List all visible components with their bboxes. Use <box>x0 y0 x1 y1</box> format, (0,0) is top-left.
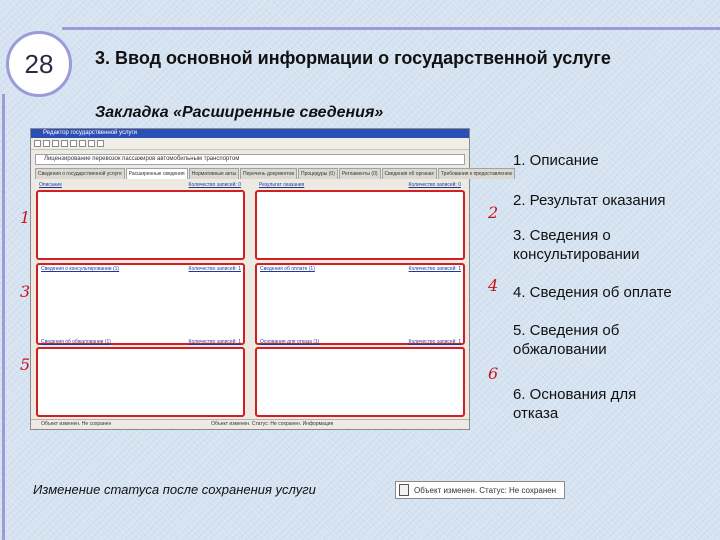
tab-legal-acts[interactable]: Нормативные акты <box>189 168 239 179</box>
status-box <box>395 481 565 499</box>
toolbar-print-icon[interactable] <box>43 140 50 147</box>
frame-line-left <box>2 94 5 540</box>
frame-line-top <box>62 27 720 30</box>
callout-3: 3 <box>20 282 31 301</box>
panel-4-count: Количество записей: 1 <box>408 266 461 272</box>
panel-appeal[interactable] <box>36 347 245 417</box>
toolbar-save-icon[interactable] <box>34 140 41 147</box>
panel-4-header[interactable]: Сведения об оплате (1) <box>260 266 315 272</box>
callout-2: 2 <box>488 203 499 222</box>
legend-item-2: 2. Результат оказания <box>513 192 666 209</box>
panel-2-header[interactable]: Результат оказания <box>259 182 305 188</box>
tab-extended-info[interactable]: Расширенные сведения <box>126 168 188 179</box>
toolbar-check-icon[interactable] <box>97 140 104 147</box>
legend-item-3: 3. Сведения о консультировании <box>513 227 640 263</box>
tab-regulations[interactable]: Регламенты (0) <box>339 168 381 179</box>
document-icon <box>399 484 409 496</box>
legend-item-4: 4. Сведения об оплате <box>513 284 672 301</box>
slide-title: 3. Ввод основной информации о государственной услуге <box>95 48 611 68</box>
app-window <box>30 128 513 430</box>
bottom-caption: Изменение статуса после сохранения услуги <box>33 482 316 497</box>
panel-3-header[interactable]: Сведения о консультировании (1) <box>41 266 120 272</box>
app-toolbar <box>31 138 469 150</box>
toolbar-undo-icon[interactable] <box>79 140 86 147</box>
app-statusbar <box>31 419 469 429</box>
slide-number: 28 <box>6 31 72 97</box>
panel-5-count: Количество записей: 1 <box>188 339 241 345</box>
toolbar-copy-icon[interactable] <box>61 140 68 147</box>
tab-procedures[interactable]: Процедуры (0) <box>298 168 338 179</box>
legend-item-5: 5. Сведения об обжаловании <box>513 322 620 358</box>
status-right: Объект изменен. Статус: Не сохранен. Информация <box>211 421 334 427</box>
toolbar-paste-icon[interactable] <box>70 140 77 147</box>
callout-5: 5 <box>20 355 31 374</box>
panel-5-header[interactable]: Сведения об обжаловании (1) <box>41 339 111 345</box>
tab-authorities[interactable]: Сведения об органах <box>382 168 437 179</box>
app-tabs <box>35 168 513 179</box>
panel-result[interactable] <box>255 190 465 260</box>
legend-item-6: 6. Основания для отказа <box>513 386 637 422</box>
panel-consulting[interactable] <box>36 263 245 345</box>
callout-6: 6 <box>488 364 499 383</box>
panel-6-header[interactable]: Основания для отказа (1) <box>260 339 320 345</box>
tab-main-info[interactable]: Сведения о государственной услуге <box>35 168 125 179</box>
legend-item-1: 1. Описание <box>513 152 599 169</box>
panel-description[interactable] <box>36 190 245 260</box>
panel-2-count: Количество записей: 0 <box>408 182 461 188</box>
status-left: Объект изменен. Не сохранен <box>41 421 112 427</box>
panel-payment[interactable] <box>255 263 465 345</box>
app-titlebar: Редактор государственной услуги <box>31 129 469 138</box>
toolbar-cut-icon[interactable] <box>52 140 59 147</box>
panel-3-count: Количество записей: 1 <box>188 266 241 272</box>
panel-refusal[interactable] <box>255 347 465 417</box>
callout-4: 4 <box>488 276 499 295</box>
tab-requirements[interactable]: Требования к предоставлению <box>438 168 515 179</box>
panel-1-header[interactable]: Описание <box>39 182 63 188</box>
service-name-field[interactable]: Лицензирование перевозок пассажиров автомобильным транспортом <box>35 154 465 165</box>
slide-subtitle: Закладка «Расширенные сведения» <box>95 104 384 121</box>
panel-6-count: Количество записей: 1 <box>408 339 461 345</box>
tab-documents[interactable]: Перечень документов <box>240 168 297 179</box>
panel-1-count: Количество записей: 0 <box>188 182 241 188</box>
callout-1: 1 <box>20 208 31 227</box>
status-box-text: Объект изменен. Статус: Не сохранен <box>414 485 557 495</box>
toolbar-redo-icon[interactable] <box>88 140 95 147</box>
